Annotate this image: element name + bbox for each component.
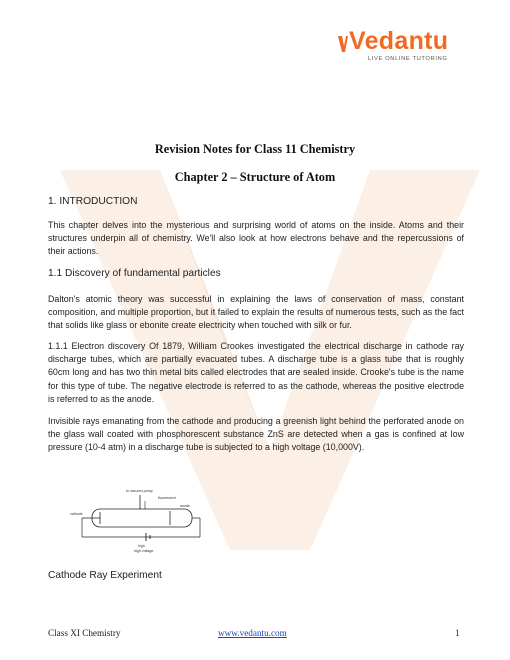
label-cathode: cathode xyxy=(70,512,83,516)
label-fluorescent: fluorescent xyxy=(158,496,176,500)
paragraph-dalton-theory: Dalton's atomic theory was successful in explaining the laws of conservation of mass, constant composition, and multiple proportion, but it failed to explain the results of numerous tests, such as the fact that solids like glass or ebonite create electricity when touched with silk or fur. xyxy=(48,294,464,331)
label-vacuum-pump: to vacuum pump xyxy=(126,489,153,493)
figure-caption: Cathode Ray Experiment xyxy=(48,570,162,581)
label-anode: anode xyxy=(180,504,190,508)
section-heading-fundamental-particles: 1.1 Discovery of fundamental particles xyxy=(48,268,221,279)
label-high-voltage: high voltage xyxy=(134,549,154,553)
logo-wordmark xyxy=(338,28,458,54)
vedantu-logo xyxy=(338,28,458,62)
label-high: high xyxy=(138,544,145,548)
logo-v-mark-icon xyxy=(338,34,348,54)
section-heading-introduction: 1. INTRODUCTION xyxy=(48,196,138,207)
footer-class-label: Class XI Chemistry xyxy=(48,628,121,638)
discharge-tube xyxy=(92,509,192,527)
chapter-title: Chapter 2 – Structure of Atom xyxy=(174,170,336,184)
logo-tagline: LIVE ONLINE TUTORING xyxy=(368,56,448,62)
footer-website-link[interactable]: www.vedantu.com xyxy=(218,628,287,638)
paragraph-introduction: This chapter delves into the mysterious and surprising world of atoms on the inside. Atoms and their structures underpin all of chemistry. We'll also look at how electrons behave and the repercussions of their actions. xyxy=(48,220,464,257)
paragraph-electron-discovery: 1.1.1 Electron discovery Of 1879, William Crookes investigated the electrical discharge in cathode ray discharge tubes, which are partially evacuated tubes. A discharge tube is a glass tube that is roughly 60cm long and has two thin metal bits called electrodes that are sealed inside. Crooke's tube is the name for this type of tube. The negative electrode is referred to as the cathode, whereas the positive electrode is referred to as the anode. xyxy=(48,341,464,404)
cathode-ray-tube-diagram xyxy=(70,485,210,555)
paragraph-cathode-rays: Invisible rays emanating from the cathode and producing a greenish light behind the perforated anode on the glass wall coated with phosphorescent substance ZnS are detected when a gas is confined at low pressure (10-4 atm) in a discharge tube is subjected to a high voltage (10,000V). xyxy=(48,416,464,453)
logo-brand-text: Vedantu xyxy=(349,27,449,55)
page-number: 1 xyxy=(455,628,460,638)
document-title: Revision Notes for Class 11 Chemistry xyxy=(154,142,356,156)
